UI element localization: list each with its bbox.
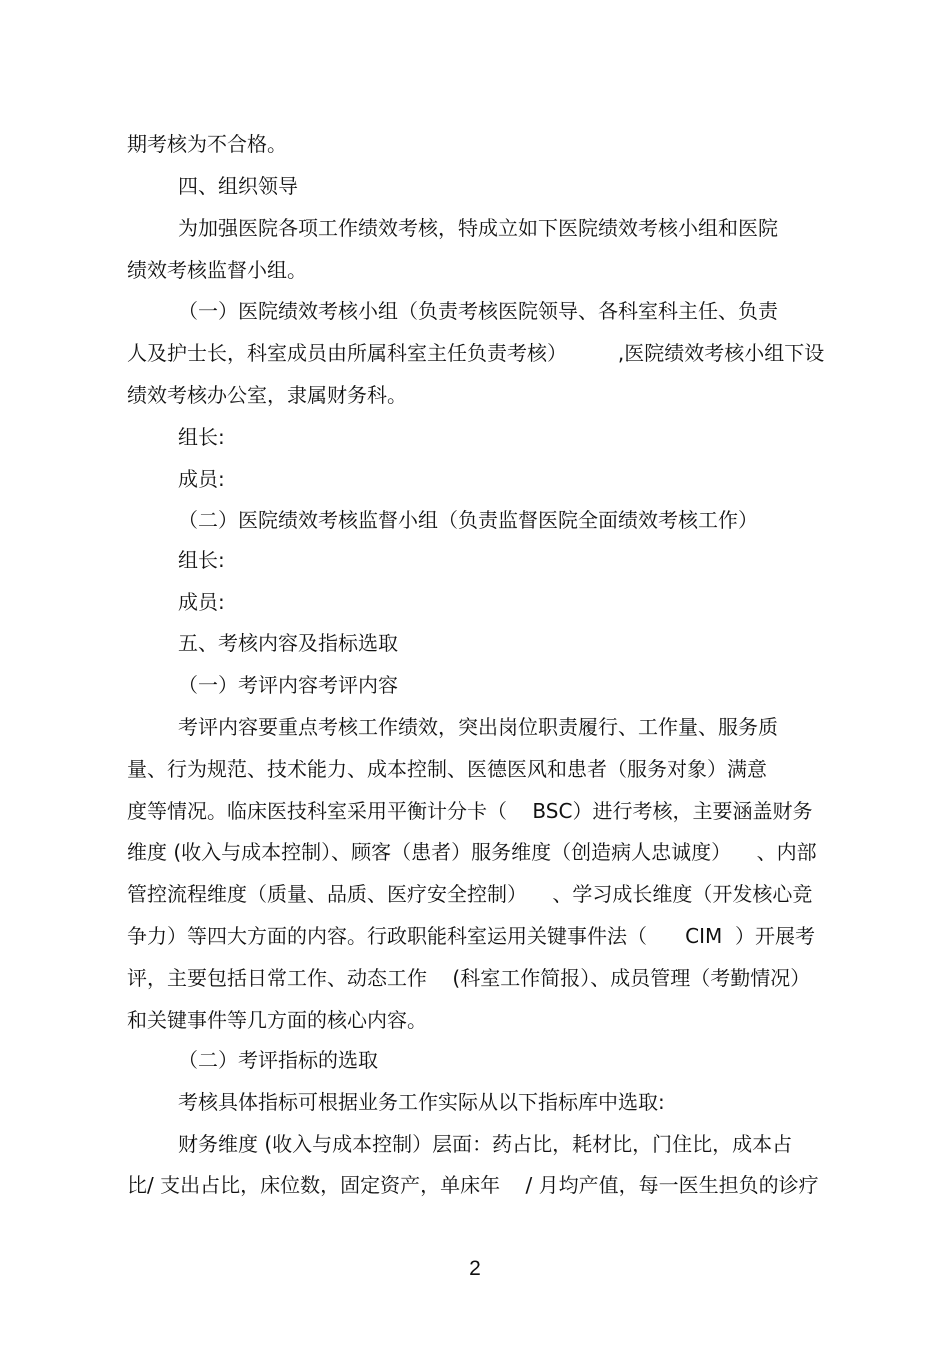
text-line: 考评内容要重点考核工作绩效，突出岗位职责履行、工作量、服务质 [178,715,778,739]
text-line: 人及护士长，科室成员由所属科室主任负责考核） ,医院绩效考核小组下设 [127,341,825,365]
text-line: 考核具体指标可根据业务工作实际从以下指标库中选取: [178,1090,665,1114]
text-line: 量、行为规范、技术能力、成本控制、医德医风和患者（服务对象）满意 [127,757,767,781]
text-line: 争力）等四大方面的内容。行政职能科室运用关键事件法（ CIM ）开展考 [127,924,815,948]
subsection-heading: （二）医院绩效考核监督小组（负责监督医院全面绩效考核工作） [178,508,758,532]
text-line: 维度 (收入与成本控制）、顾客（患者）服务维度（创造病人忠诚度） 、内部 [127,840,817,864]
text-line: 绩效考核监督小组。 [127,258,307,282]
text-line: 组长: [178,425,225,449]
text-line: 组长: [178,548,225,572]
text-line: 为加强医院各项工作绩效考核，特成立如下医院绩效考核小组和医院 [178,216,778,240]
text-line: 成员: [178,467,225,491]
subsection-heading: （一）考评内容考评内容 [178,673,398,697]
text-line: 管控流程维度（质量、品质、医疗安全控制） 、学习成长维度（开发核心竞 [127,882,813,906]
text-line: 成员: [178,590,225,614]
section-heading: 四、组织领导 [178,174,298,198]
section-heading: 五、考核内容及指标选取 [178,631,398,655]
text-line: 和关键事件等几方面的核心内容。 [127,1008,427,1032]
subsection-heading: （二）考评指标的选取 [178,1048,378,1072]
page-number: 2 [469,1257,481,1280]
text-line: 评，主要包括日常工作、动态工作 (科室工作简报）、成员管理（考勤情况） [127,966,811,990]
text-line: 财务维度 (收入与成本控制）层面：药占比，耗材比，门住比，成本占 [178,1132,793,1156]
text-line: 度等情况。临床医技科室采用平衡计分卡（ BSC）进行考核，主要涵盖财务 [127,799,813,823]
subsection-heading: （一）医院绩效考核小组（负责考核医院领导、各科室科主任、负责 [178,299,778,323]
text-line: 期考核为不合格。 [127,132,287,156]
text-line: 比/ 支出占比，床位数，固定资产，单床年 / 月均产值，每一医生担负的诊疗 [127,1173,819,1197]
text-line: 绩效考核办公室，隶属财务科。 [127,383,407,407]
